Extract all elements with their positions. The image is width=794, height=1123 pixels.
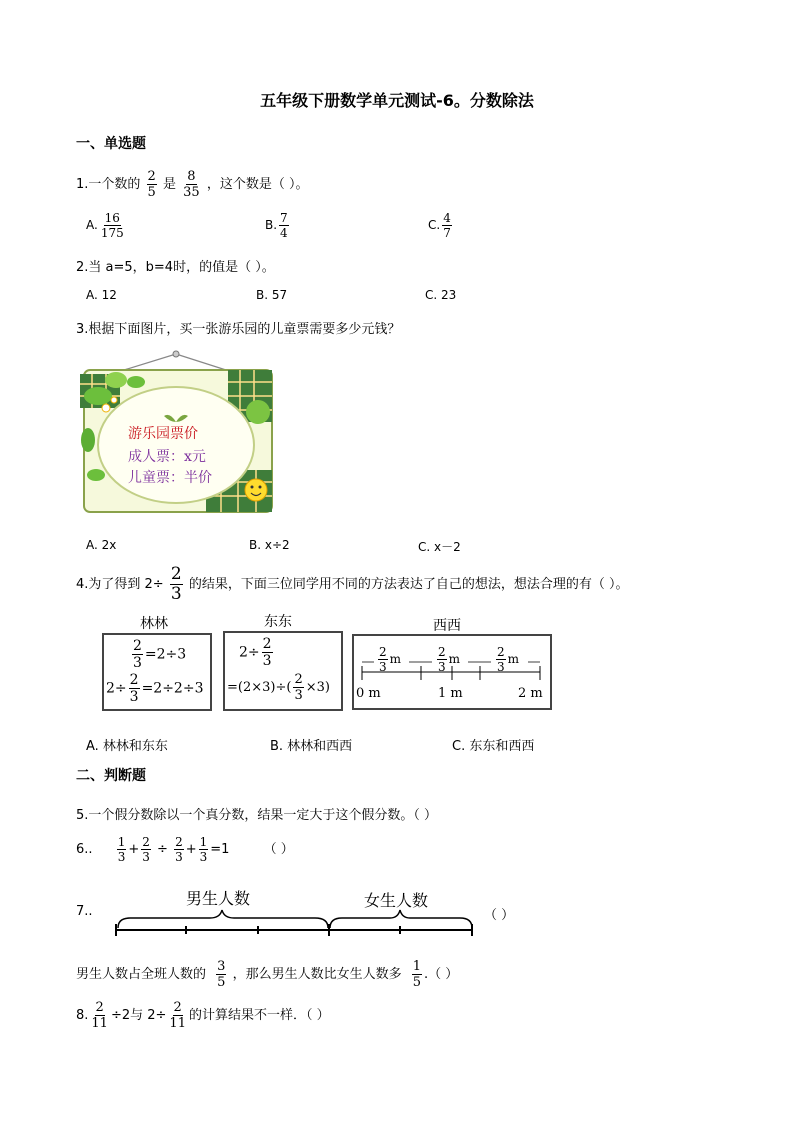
question-5: 5.一个假分数除以一个真分数，结果一定大于这个假分数。（ ）	[76, 808, 438, 823]
q1-option-b-fraction: $\frac{7}{4}$	[280, 211, 288, 240]
q3-option-c[interactable]: C. x－2	[418, 540, 461, 554]
tick-label-0: 0 m	[356, 686, 381, 701]
q2-option-c[interactable]: C. 23	[425, 288, 457, 302]
question-7-text: 男生人数占全班人数的 $\frac{3}{5}$ ，那么男生人数比女生人数多 $\frac{1}{5}$ .（ ）	[76, 959, 459, 990]
box-dongdong: 2÷ $\frac{2}{3}$ =(2×3)÷( $\frac{2}{3}$ ×3)	[223, 631, 343, 711]
question-7-prefix: 7..	[76, 904, 93, 919]
question-8: 8. $\frac{2}{11}$ ÷2与 2÷ $\frac{2}{11}$ 的计算结果不一样．（ ）	[76, 1000, 330, 1031]
section-heading-single-choice: 一、单选题	[76, 136, 146, 152]
q4-option-a[interactable]: A. 林林和东东	[86, 739, 168, 754]
q1-option-a[interactable]: A. $\frac{16}{175}$	[86, 211, 124, 240]
q2-option-b[interactable]: B. 57	[256, 288, 288, 302]
q1-fraction-1: $\frac{2}{5}$	[147, 169, 156, 200]
box-xixi-label: 西西	[433, 618, 461, 634]
section-heading-true-false: 二、判断题	[76, 768, 146, 784]
ticket-price-sign	[76, 350, 276, 515]
q1-mid: 是	[162, 177, 176, 192]
q3-option-b[interactable]: B. x÷2	[249, 538, 290, 552]
question-2: 2.当 a=5，b=4时，的值是（ ）。	[76, 260, 275, 275]
q1-option-c[interactable]: C. $\frac{4}{7}$	[428, 211, 451, 240]
q7-boys-label: 男生人数	[186, 889, 251, 908]
box-linlin: $\frac{2}{3}$ =2÷3 2÷ $\frac{2}{3}$ =2÷2÷3	[102, 633, 212, 711]
q7-girls-label: 女生人数	[364, 891, 429, 910]
question-6: 6.. $\frac{1}{3}$ + $\frac{2}{3}$ ÷ $\frac{2}{3}$ + $\frac{1}{3}$ =1 （ ）	[76, 835, 294, 864]
box-linlin-label: 林林	[140, 616, 168, 632]
q1-prefix: 1.一个数的	[76, 177, 141, 192]
box-xixi: $\frac{2}{3}$ m $\frac{2}{3}$ m $\frac{2}{3}$ m 0 m 1 m 2 m	[352, 634, 552, 710]
question-4: 4.为了得到 2÷ $\frac{2}{3}$ 的结果，下面三位同学用不同的方法表达了自己的想法，想法合理的有（ ）。	[76, 564, 629, 604]
q4-option-c[interactable]: C. 东东和西西	[452, 739, 535, 754]
sign-adult-price: 成人票：x元	[128, 449, 206, 465]
q1-fraction-2: $\frac{8}{35}$	[183, 169, 200, 200]
q2-option-a[interactable]: A. 12	[86, 288, 117, 302]
q1-option-b[interactable]: B. $\frac{7}{4}$	[265, 211, 288, 240]
q1-suffix: ，这个数是（ ）。	[206, 177, 309, 192]
q7-segment-diagram	[110, 880, 480, 940]
sign-child-price: 儿童票：半价	[128, 470, 212, 486]
question-1	[76, 170, 308, 199]
sign-title: 游乐园票价	[128, 426, 198, 442]
q1-option-c-fraction: $\frac{4}{7}$	[443, 211, 451, 240]
page-title: 五年级下册数学单元测试-6。分数除法	[260, 91, 534, 110]
box-dongdong-label: 东东	[264, 614, 292, 630]
tick-label-2: 2 m	[518, 686, 543, 701]
question-3: 3.根据下面图片，买一张游乐园的儿童票需要多少元钱？	[76, 322, 401, 337]
q3-option-a[interactable]: A. 2x	[86, 538, 117, 552]
tick-label-1: 1 m	[438, 686, 463, 701]
q1-option-a-fraction: $\frac{16}{175}$	[100, 211, 124, 240]
q4-option-b[interactable]: B. 林林和西西	[270, 739, 353, 754]
q7-answer-paren: （ ）	[484, 908, 515, 923]
q4-fraction: $\frac{2}{3}$	[170, 564, 182, 604]
